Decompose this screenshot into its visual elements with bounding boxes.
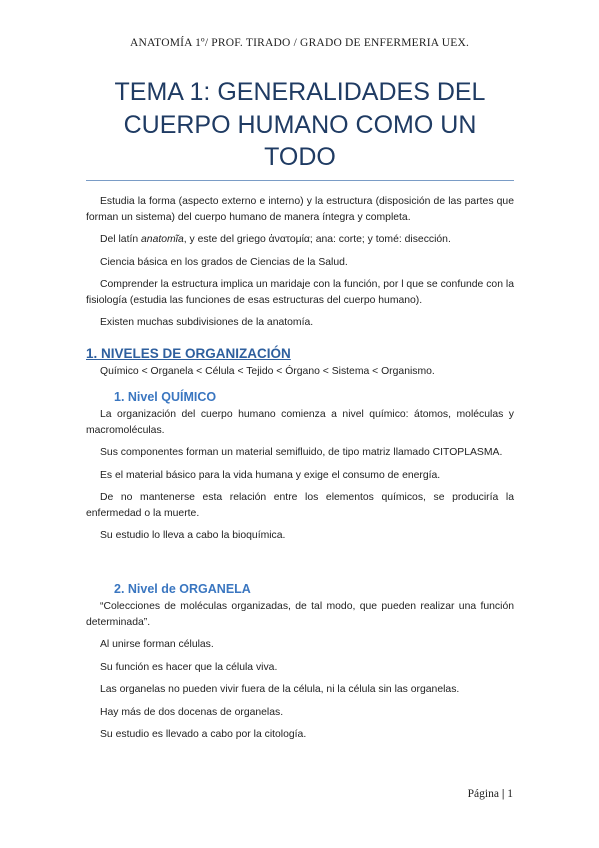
page-number: 1 — [507, 788, 513, 800]
organela-paragraph-2: Al unirse forman células. — [100, 639, 214, 650]
section-heading: 1. NIVELES DE ORGANIZACIÓN — [86, 346, 291, 361]
page-label: Página — [467, 788, 499, 800]
organela-paragraph-3: Su función es hacer que la célula viva. — [100, 661, 278, 673]
etymology-suffix: , y este del griego ἀνατομία; ana: corte; y tomé: disección. — [183, 234, 451, 245]
intro-paragraph-1: Estudia la forma (aspecto externo e interno) y la estructura (disposición de las partes que forman un sistema) del cuerpo humano de manera íntegra y completa. — [86, 196, 514, 223]
section-niveles — [86, 346, 514, 387]
subsection-heading-quimico: 1. Nivel QUÍMICO — [114, 390, 217, 404]
organela-paragraph-5: Hay más de dos docenas de organelas. — [100, 706, 284, 718]
intro-paragraph-4: Comprender la estructura implica un maridaje con la función, por l que se confunde con la fisiología (estudia las funciones de esas estructuras del cuerpo humano). — [86, 279, 514, 306]
etymology-latin-term: anatomĩa — [141, 234, 184, 245]
document-title — [100, 76, 500, 174]
organela-paragraph-1: “Colecciones de moléculas organizadas, de tal modo, que pueden realizar una función determinada”. — [86, 601, 514, 628]
subsection-heading-organela: 2. Nivel de ORGANELA — [114, 582, 251, 596]
title-line-3: TODO — [264, 143, 336, 171]
page-footer — [468, 788, 513, 800]
quimico-paragraph-4: De no mantenerse esta relación entre los elementos químicos, se produciría la enfermedad o la muerte. — [86, 492, 514, 519]
title-line-1: TEMA 1: GENERALIDADES DEL — [114, 78, 486, 106]
intro-paragraph-5: Existen muchas subdivisiones de la anatomía. — [100, 317, 314, 328]
subsection-organela — [86, 582, 514, 750]
organela-paragraph-6: Su estudio es llevado a cabo por la citología. — [100, 729, 307, 740]
title-line-2: CUERPO HUMANO COMO UN — [123, 110, 477, 139]
etymology-prefix: Del latín — [100, 234, 142, 245]
quimico-paragraph-5: Su estudio lo lleva a cabo la bioquímica. — [100, 530, 286, 541]
intro-paragraph-2 — [86, 232, 514, 248]
title-divider — [86, 180, 514, 181]
subsection-quimico — [86, 390, 514, 551]
intro-paragraph-3: Ciencia básica en los grados de Ciencias de la Salud. — [100, 256, 348, 268]
quimico-paragraph-1: La organización del cuerpo humano comienza a nivel químico: átomos, moléculas y macromoléculas. — [86, 409, 514, 436]
intro-section — [86, 194, 514, 338]
quimico-paragraph-3: Es el material básico para la vida humana y exige el consumo de energía. — [100, 469, 441, 481]
page-separator: | — [501, 788, 505, 800]
quimico-paragraph-2: Sus componentes forman un material semifluido, de tipo matriz llamado CITOPLASMA. — [100, 447, 503, 458]
hierarchy-line: Químico < Organela < Célula < Tejido < Órgano < Sistema < Organismo. — [100, 366, 435, 377]
organela-paragraph-4: Las organelas no pueden vivir fuera de la célula, ni la célula sin las organelas. — [100, 684, 460, 695]
page-header: ANATOMÍA 1º/ PROF. TIRADO / GRADO DE ENFERMERIA UEX. — [129, 37, 470, 49]
